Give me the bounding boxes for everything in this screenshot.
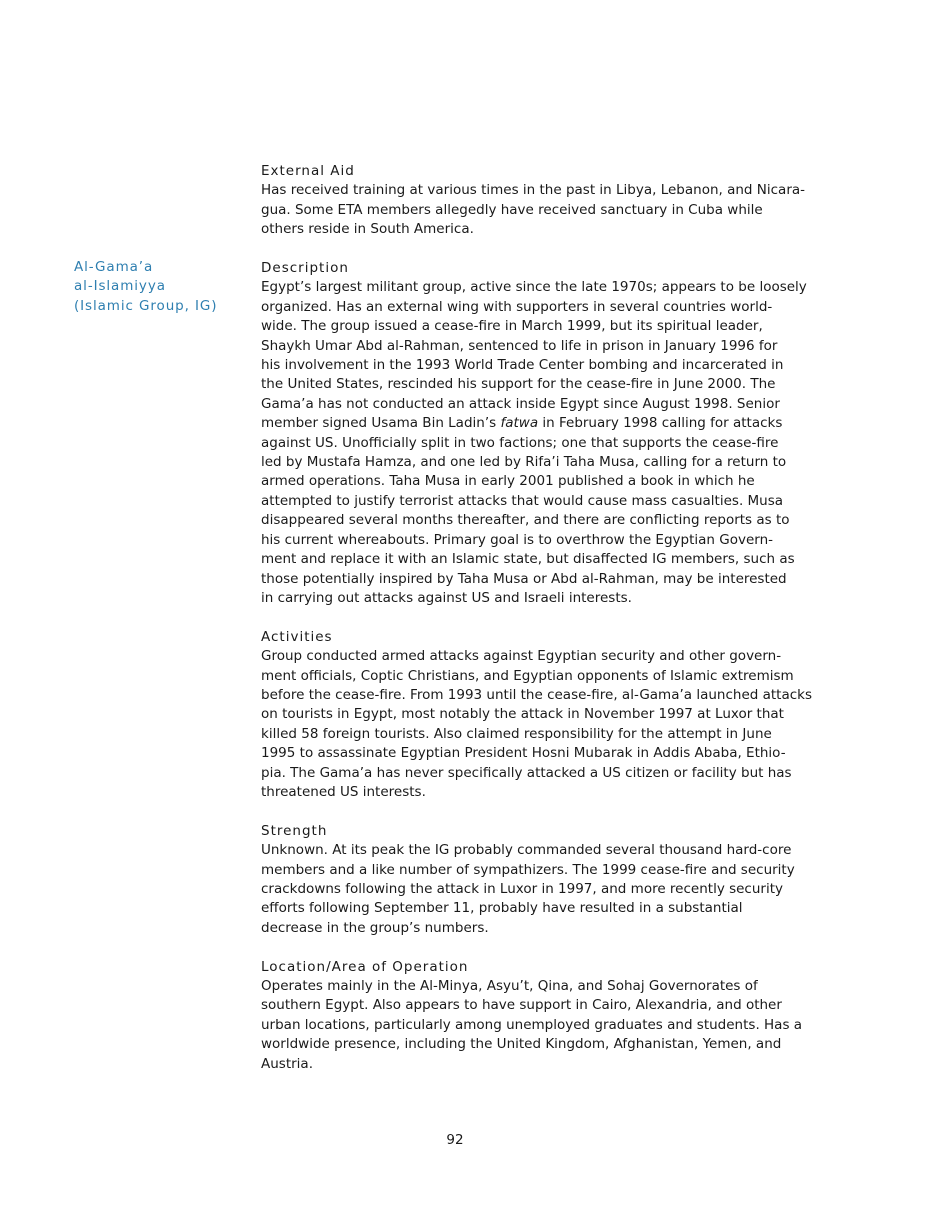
section-heading: Activities	[261, 628, 333, 645]
text-line: efforts following September 11, probably have resulted in a substantial	[261, 900, 743, 917]
fatwa-term: fatwa	[500, 415, 539, 432]
section-strength	[261, 822, 826, 938]
section-heading: Location/Area of Operation	[261, 958, 469, 975]
organization-name-line: (Islamic Group, IG)	[74, 297, 218, 314]
text-line: Unknown. At its peak the IG probably commanded several thousand hard-core	[261, 842, 792, 859]
text-line: those potentially inspired by Taha Musa or Abd al-Rahman, may be interested	[261, 570, 787, 587]
text-line: ment officials, Coptic Christians, and Egyptian opponents of Islamic extremism	[261, 667, 794, 684]
section-heading: Strength	[261, 822, 328, 839]
organization-name-line: Al-Gama’a	[74, 259, 154, 275]
section-external-aid	[261, 162, 826, 240]
text-line: wide. The group issued a cease-fire in March 1999, but its spiritual leader,	[261, 318, 763, 335]
text-line: threatened US interests.	[261, 783, 426, 800]
text-line: his involvement in the 1993 World Trade Center bombing and incarcerated in	[261, 357, 784, 374]
page-number: 92	[446, 1132, 464, 1148]
text-line: organized. Has an external wing with supporters in several countries world-	[261, 298, 773, 315]
text-fragment: member signed Usama Bin Ladin’s	[261, 415, 497, 432]
text-line: urban locations, particularly among unemployed graduates and students. Has a	[261, 1016, 803, 1033]
text-line: Egypt’s largest militant group, active since the late 1970s; appears to be loosely	[261, 279, 807, 296]
text-line: pia. The Gama’a has never specifically attacked a US citizen or facility but has	[261, 764, 792, 781]
text-line: killed 58 foreign tourists. Also claimed responsibility for the attempt in June	[261, 725, 772, 742]
text-line: the United States, rescinded his support for the cease-fire in June 2000. The	[261, 376, 776, 393]
text-line: Gama’a has not conducted an attack inside Egypt since August 1998. Senior	[261, 395, 780, 412]
section-location	[261, 958, 826, 1074]
text-line: armed operations. Taha Musa in early 2001 published a book in which he	[261, 473, 755, 490]
section-description	[261, 259, 826, 608]
text-line: ment and replace it with an Islamic state, but disaffected IG members, such as	[261, 551, 795, 568]
text-line: decrease in the group’s numbers.	[261, 919, 489, 936]
section-body	[261, 647, 826, 802]
section-body	[261, 977, 826, 1074]
text-line: Austria.	[261, 1055, 313, 1072]
text-line: southern Egypt. Also appears to have support in Cairo, Alexandria, and other	[261, 997, 782, 1014]
section-heading: External Aid	[261, 163, 355, 179]
section-body	[261, 841, 826, 938]
section-activities	[261, 628, 826, 803]
text-line-mixed	[261, 414, 826, 433]
text-line: members and a like number of sympathizers. The 1999 cease-fire and security	[261, 861, 795, 878]
text-line: Operates mainly in the Al-Minya, Asyu’t, Qina, and Sohaj Governorates of	[261, 978, 758, 994]
text-line: on tourists in Egypt, most notably the attack in November 1997 at Luxor that	[261, 706, 784, 723]
section-heading: Description	[261, 260, 349, 277]
organization-name	[74, 258, 254, 316]
text-line: before the cease-fire. From 1993 until the cease-fire, al-Gama’a launched attacks	[261, 686, 813, 703]
text-line: in carrying out attacks against US and Israeli interests.	[261, 589, 632, 606]
text-line: Shaykh Umar Abd al-Rahman, sentenced to life in prison in January 1996 for	[261, 337, 778, 354]
text-line: disappeared several months thereafter, and there are conflicting reports as to	[261, 512, 790, 529]
text-line: his current whereabouts. Primary goal is to overthrow the Egyptian Govern-	[261, 531, 773, 548]
section-body	[261, 278, 826, 608]
text-line: against US. Unofficially split in two factions; one that supports the cease-fire	[261, 434, 779, 451]
text-line: others reside in South America.	[261, 221, 474, 238]
text-line: gua. Some ETA members allegedly have received sanctuary in Cuba while	[261, 201, 763, 218]
text-line: crackdowns following the attack in Luxor in 1997, and more recently security	[261, 880, 783, 897]
text-line: led by Mustafa Hamza, and one led by Rifa’i Taha Musa, calling for a return to	[261, 454, 787, 471]
text-fragment: in February 1998 calling for attacks	[538, 415, 783, 432]
main-content	[261, 162, 826, 1093]
text-line: worldwide presence, including the United Kingdom, Afghanistan, Yemen, and	[261, 1036, 782, 1053]
text-line: 1995 to assassinate Egyptian President Hosni Mubarak in Addis Ababa, Ethio-	[261, 745, 786, 762]
text-line: Group conducted armed attacks against Egyptian security and other govern-	[261, 648, 782, 665]
text-line: attempted to justify terrorist attacks that would cause mass casualties. Musa	[261, 492, 784, 509]
section-body	[261, 181, 826, 239]
organization-name-line: al-Islamiyya	[74, 278, 166, 295]
text-line: Has received training at various times in the past in Libya, Lebanon, and Nicara-	[261, 182, 806, 199]
